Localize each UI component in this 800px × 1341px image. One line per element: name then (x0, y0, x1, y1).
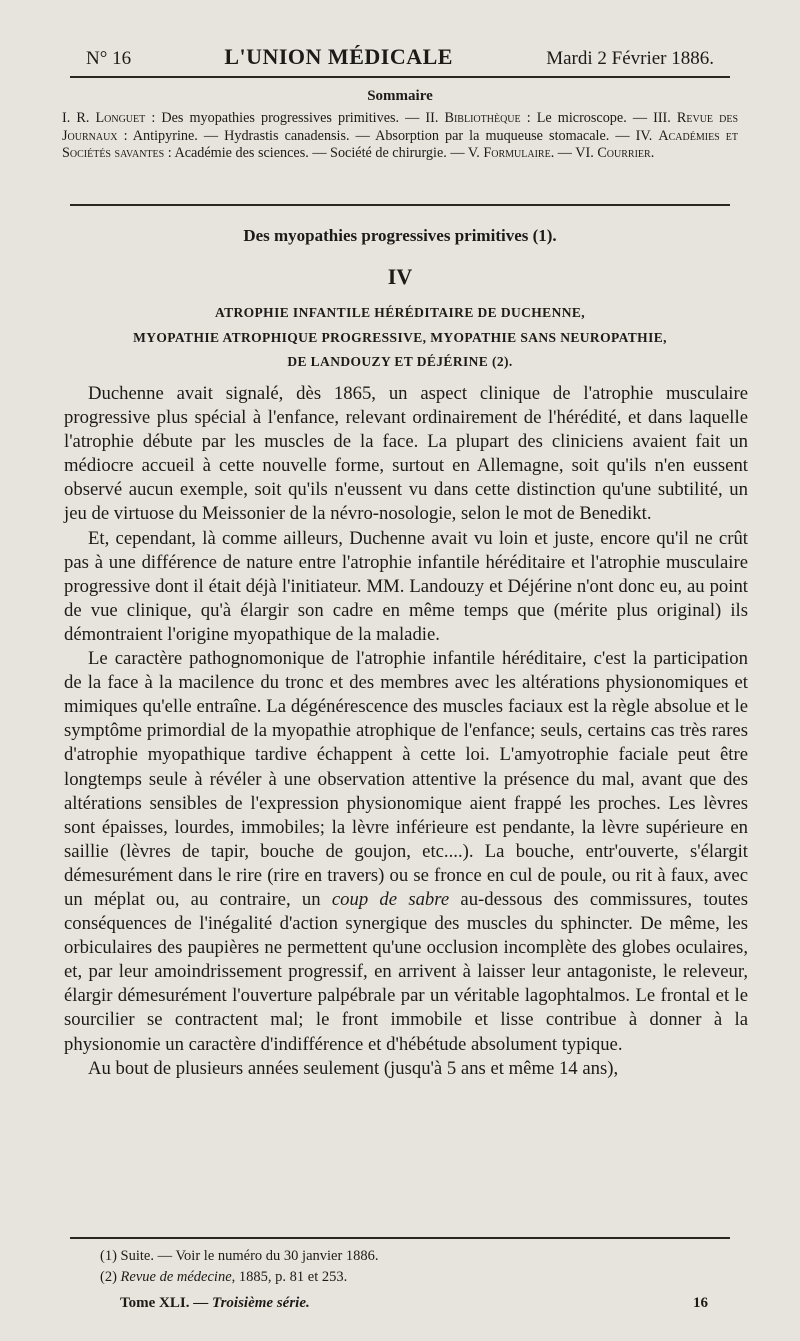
section-subtitle-2: MYOPATHIE ATROPHIQUE PROGRESSIVE, MYOPATHIE SANS NEUROPATHIE, (133, 330, 667, 345)
header-rule (70, 76, 730, 78)
footnote-rule (70, 1237, 730, 1239)
paragraph-3: Le caractère pathognomonique de l'atrophie infantile héréditaire, c'est la participation de la face à la macilence du tronc et des membres avec les altérations physionomiques et mimiques qu'elle entraîne. La dégénérescence des muscles faciaux est la règle absolue et le symptôme primordial de la myopathie atrophique de l'enfance; seuls, certains cas très rares d'atrophie myopathique tardive échappent à cette loi. L'amyotrophie faciale peut être longtemps seule à révéler à une observation attentive la présence du mal, avant que des altérations sensibles de l'expression physionomique aient frappé les proches. Les lèvres sont épaisses, lourdes, immobiles; la lèvre inférieure est pendante, la lèvre supérieure en saillie (lèvres de tapir, bouche de goujon, etc....). La bouche, entr'ouverte, s'élargit démesurément dans le rire (rire en travers) ou se fronce en cul de poule, ou rit à faux, avec un méplat ou, au contraire, un coup de sabre au-dessous des commissures, toutes conséquences de l'inégalité d'action synergique des muscles du sphincter. De même, les orbiculaires des paupières ne permettent qu'une occlusion incomplète des globes oculaires, et, par leur amoindrissement progressif, en arrivent à laisser leur antagoniste, le releveur, élargir démesurément l'ouverture palpébrale par un véritable lagophtalmos. Le frontal et le sourcilier se contractent mal; le front immobile et lisse contribue à donner à la physionomie un caractère d'indifférence et d'hébétude absolument typique. (64, 648, 748, 1055)
issue-number: N° 16 (86, 48, 132, 69)
page-header (86, 44, 714, 72)
paragraph-2: Et, cependant, là comme ailleurs, Duchenne avait vu loin et juste, encore qu'il ne crût pas à une différence de nature entre l'atrophie infantile héréditaire et l'atrophie musculaire progressive dont il était déjà l'initiateur. MM. Landouzy et Déjérine n'ont donc eu, au point de vue clinique, qu'à élargir son cadre en même temps que (mérite plus original) ils démontraient l'origine myopathique de la maladie. (64, 527, 748, 645)
issue-date: Mardi 2 Février 1886. (546, 48, 714, 69)
section-number: IV (387, 264, 413, 289)
summary-text: I. R. Longuet : Des myopathies progressives primitives. — II. Bibliothèque : Le microscope. — III. Revue des Journaux : Antipyrine. — Hydrastis canadensis. — Absorption par la muqueuse stomacale. — IV. Académies et Sociétés savantes : Académie des sciences. — Société de chirurgie. — V. Formulaire. — VI. Courrier. (62, 110, 739, 161)
section-subtitle-1: ATROPHIE INFANTILE HÉRÉDITAIRE DE DUCHENNE, (214, 305, 586, 320)
paragraph-1: Duchenne avait signalé, dès 1865, un aspect clinique de l'atrophie musculaire progressive plus spécial à l'enfance, relevant ordinairement de l'hérédité, et dans laquelle l'atrophie débute par les muscles de la face. La plupart des cliniciens avaient fait un médiocre accueil à cette nouvelle forme, surtout en Allemagne, soit qu'ils n'en eussent observé aucun exemple, soit qu'ils n'eussent vu dans cette distinction qu'une subtilité, un jeu de virtuose du Meissonier de la névro-nosologie, selon le mot de Benedikt. (64, 383, 748, 525)
summary-block (62, 88, 738, 163)
footnote-2: (2) Revue de médecine, 1885, p. 81 et 253. (100, 1269, 348, 1285)
section-subtitle-3: DE LANDOUZY ET DÉJÉRINE (2). (287, 354, 513, 369)
volume-info: Tome XLI. — Troisième série. (120, 1295, 310, 1311)
article-title: Des myopathies progressives primitives (1). (243, 226, 557, 245)
footnotes (100, 1246, 700, 1288)
article-body (64, 382, 748, 1081)
summary-title: Sommaire (367, 88, 433, 104)
footnote-1: (1) Suite. — Voir le numéro du 30 janvier 1886. (100, 1248, 379, 1264)
paragraph-4: Au bout de plusieurs années seulement (jusqu'à 5 ans et même 14 ans), (88, 1057, 619, 1079)
journal-title: L'UNION MÉDICALE (224, 44, 453, 69)
page-footer (120, 1295, 708, 1312)
summary-rule (70, 204, 730, 206)
signature-number: 16 (693, 1295, 708, 1311)
